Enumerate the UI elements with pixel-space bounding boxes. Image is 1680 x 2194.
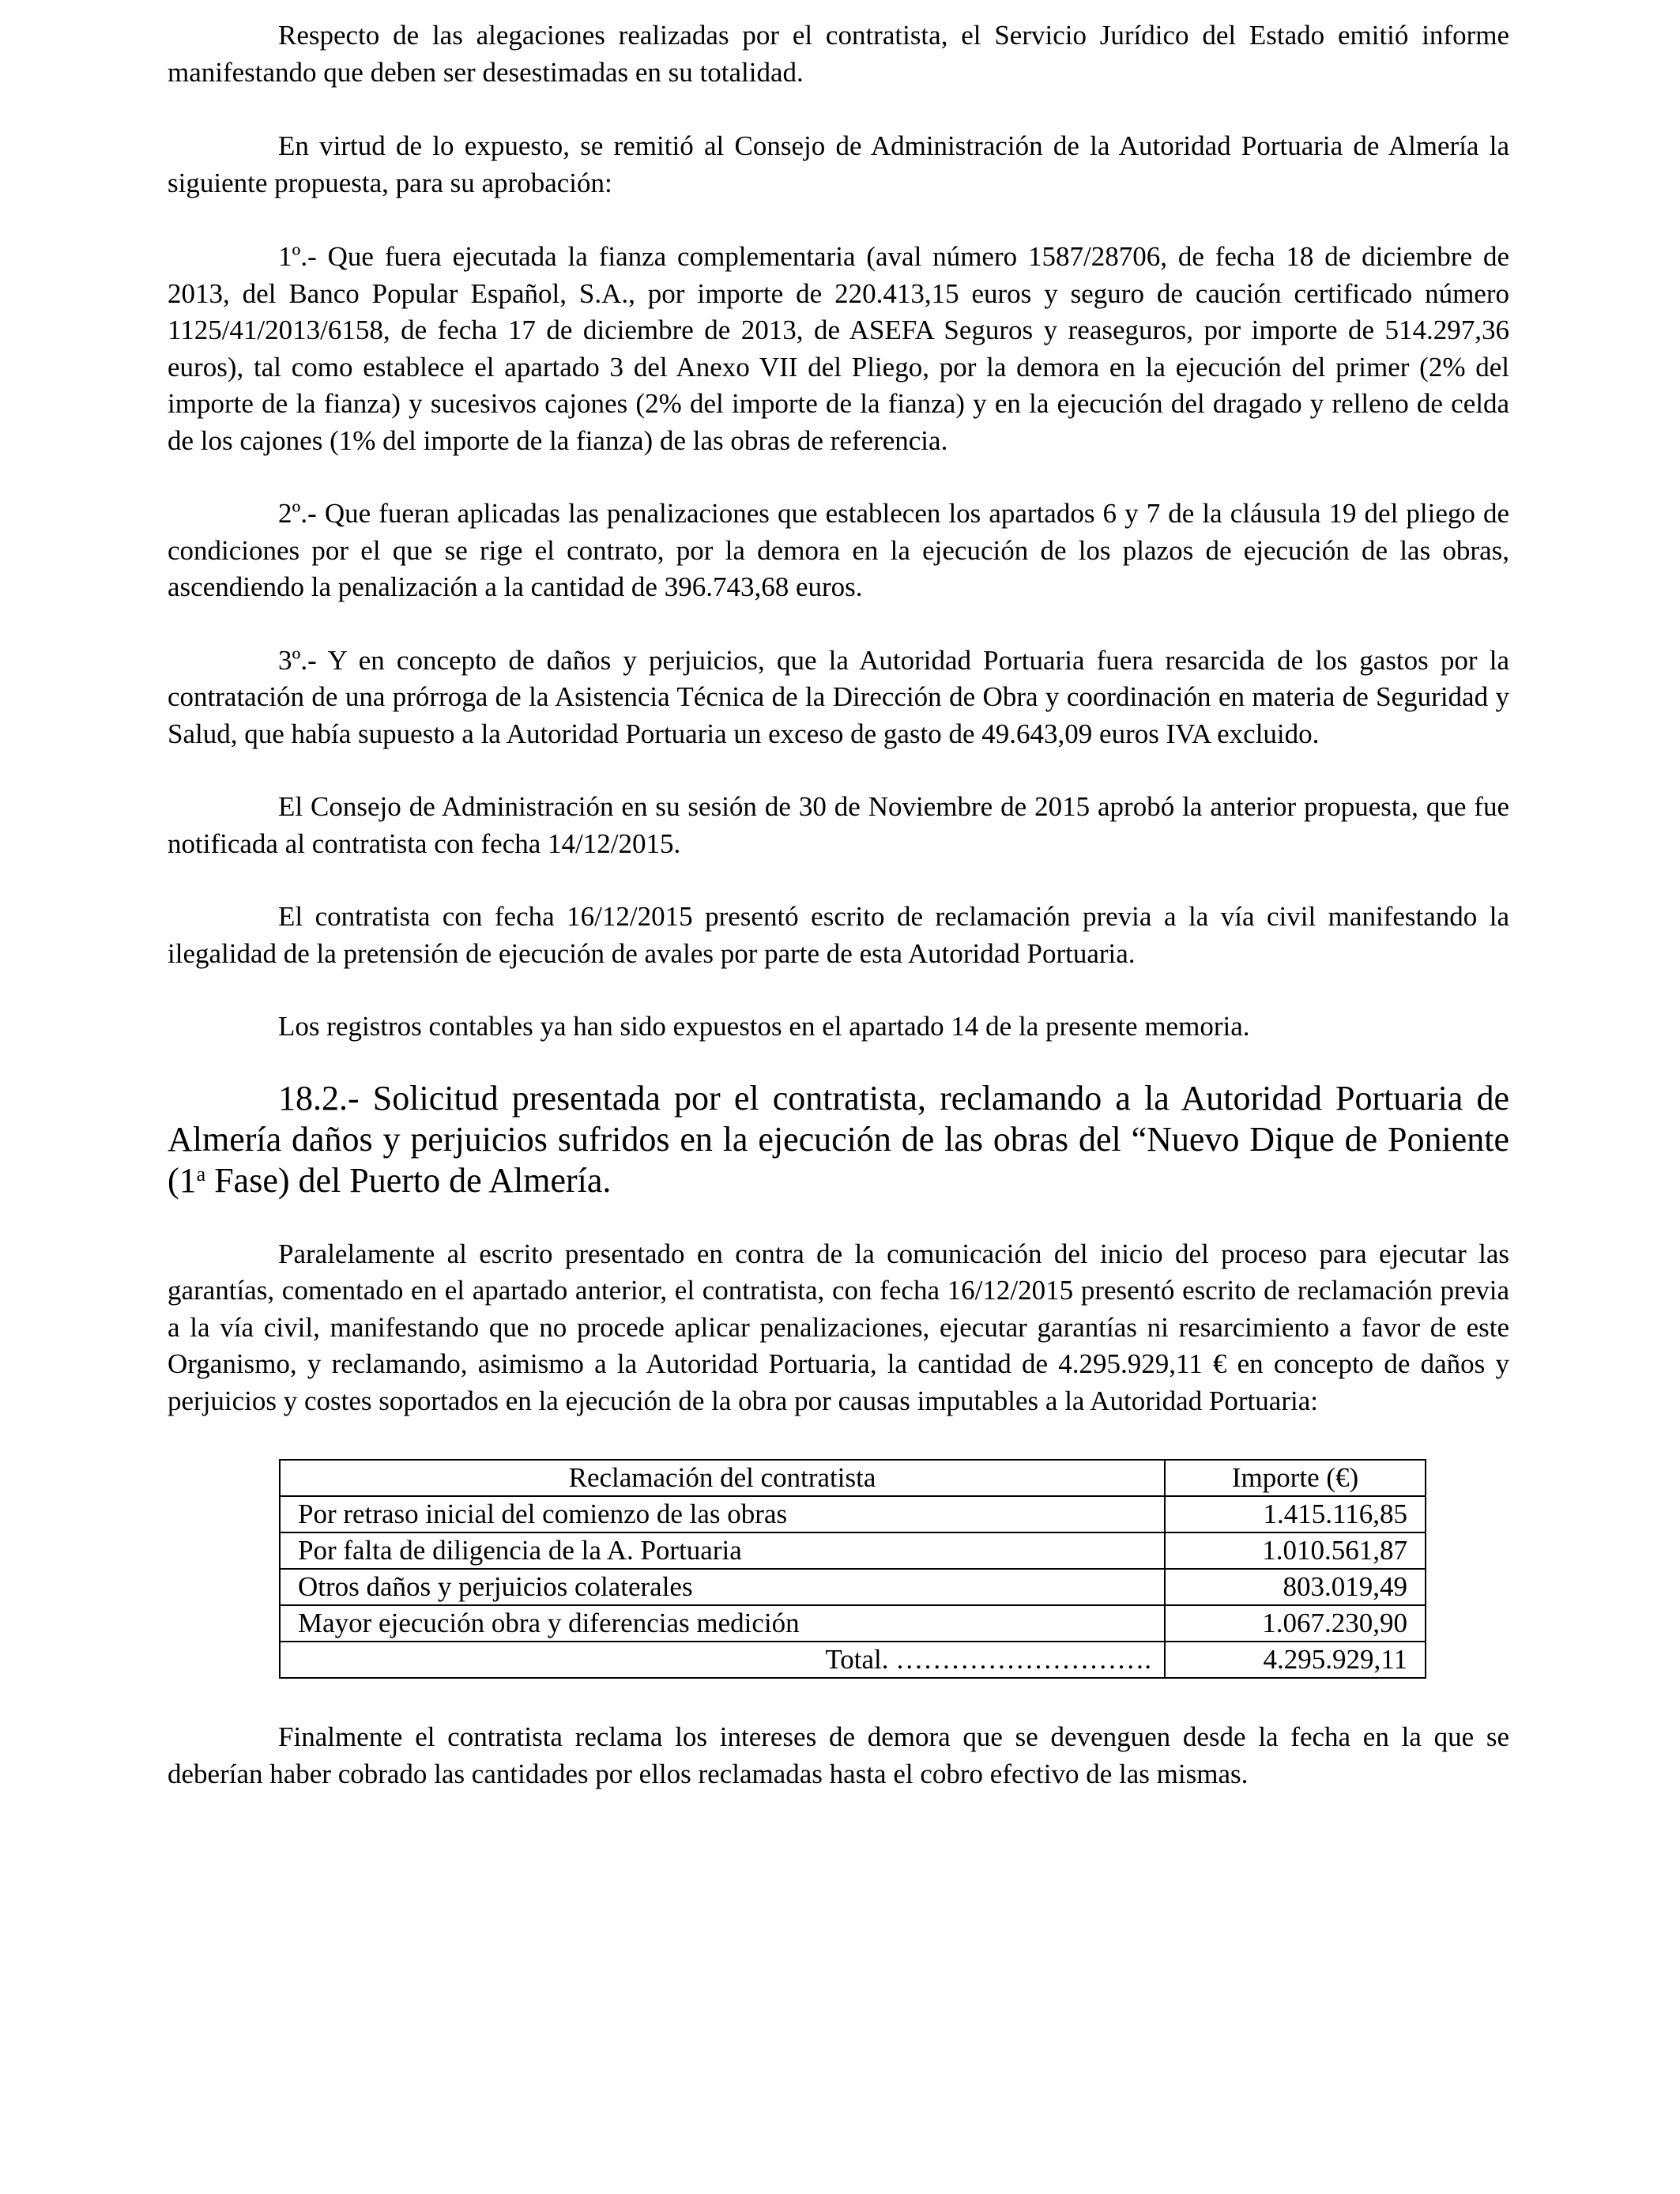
paragraph-proposal-item-3: 3º.- Y en concepto de daños y perjuicios, que la Autoridad Portuaria fuera resarcida de los gastos por la contratación de una prórroga de la Asistencia Técnica de la Dirección de Obra y coordinación en materia de Seguridad y Salud, que había supuesto a la Autoridad Portuaria un exceso de gasto de 49.643,09 euros IVA excluido.	[168, 644, 1509, 749]
row-description: Por falta de diligencia de la A. Portuaria	[280, 1532, 1165, 1569]
column-header-amount: Importe (€)	[1165, 1460, 1426, 1496]
table-row	[280, 1532, 1426, 1569]
row-description: Otros daños y perjuicios colaterales	[280, 1569, 1165, 1605]
paragraph-parallel-claim: Paralelamente al escrito presentado en contra de la comunicación del inicio del proceso para ejecutar las garantías, comentado en el apartado anterior, el contratista, con fecha 16/12/2015 presentó escrito de reclamación previa a la vía civil, manifestando que no procede aplicar penalizaciones, ejecutar garantías ni resarcimiento a favor de este Organismo, y reclamando, asimismo a la Autoridad Portuaria, la cantidad de 4.295.929,11 € en concepto de daños y perjuicios y costes soportados en la ejecución de la obra por causas imputables a la Autoridad Portuaria:	[168, 1238, 1509, 1416]
table-header-row	[280, 1460, 1426, 1496]
total-amount: 4.295.929,11	[1165, 1642, 1426, 1678]
paragraph-legal-report: Respecto de las alegaciones realizadas por el contratista, el Servicio Jurídico del Estado emitió informe manifestando que deben ser desestimadas en su totalidad.	[168, 20, 1509, 88]
row-description: Mayor ejecución obra y diferencias medición	[280, 1605, 1165, 1642]
column-header-description: Reclamación del contratista	[280, 1460, 1165, 1496]
paragraph-proposal-item-2: 2º.- Que fueran aplicadas las penalizaciones que establecen los apartados 6 y 7 de la cláusula 19 del pliego de condiciones por el que se rige el contrato, por la demora en la ejecución de los plazos de ejecución de las obras, ascendiendo la penalización a la cantidad de 396.743,68 euros.	[168, 498, 1509, 602]
paragraph-late-interest: Finalmente el contratista reclama los intereses de demora que se devenguen desde la fecha en la que se deberían haber cobrado las cantidades por ellos reclamadas hasta el cobro efectivo de las mismas.	[168, 1721, 1509, 1789]
heading-text-start: 18.2.- Solicitud presentada por el contratista, reclamando a la Autoridad Portuaria de Almería daños y perjuicios sufridos en la ejecución de las obras del “Nuevo Dique de Poniente (1	[168, 1078, 1509, 1200]
heading-superscript: a	[196, 1162, 206, 1186]
claims-table	[279, 1459, 1426, 1679]
table-row	[280, 1605, 1426, 1642]
document-page	[168, 17, 1509, 1793]
row-amount: 1.010.561,87	[1165, 1532, 1426, 1569]
row-amount: 1.415.116,85	[1165, 1496, 1426, 1532]
paragraph-proposal-intro: En virtud de lo expuesto, se remitió al Consejo de Administración de la Autoridad Portuaria de Almería la siguiente propuesta, para su aprobación:	[168, 130, 1509, 198]
table-row	[280, 1569, 1426, 1605]
paragraph-contractor-claim: El contratista con fecha 16/12/2015 presentó escrito de reclamación previa a la vía civil manifestando la ilegalidad de la pretensión de ejecución de avales por parte de esta Autoridad Portuaria.	[168, 901, 1509, 969]
heading-text-end: Fase) del Puerto de Almería.	[205, 1160, 612, 1200]
table-row	[280, 1496, 1426, 1532]
section-heading	[168, 1078, 1509, 1201]
row-amount: 1.067.230,90	[1165, 1605, 1426, 1642]
row-amount: 803.019,49	[1165, 1569, 1426, 1605]
total-label: Total. ……………………….	[280, 1642, 1165, 1678]
row-description: Por retraso inicial del comienzo de las obras	[280, 1496, 1165, 1532]
paragraph-proposal-item-1: 1º.- Que fuera ejecutada la fianza complementaria (aval número 1587/28706, de fecha 18 de diciembre de 2013, del Banco Popular Español, S.A., por importe de 220.413,15 euros y seguro de caución certificado número 1125/41/2013/6158, de fecha 17 de diciembre de 2013, de ASEFA Seguros y reaseguros, por importe de 514.297,36 euros), tal como establece el apartado 3 del Anexo VII del Pliego, por la demora en la ejecución del primer (2% del importe de la fianza) y sucesivos cajones (2% del importe de la fianza) y en la ejecución del dragado y relleno de celda de los cajones (1% del importe de la fianza) de las obras de referencia.	[168, 241, 1509, 456]
paragraph-board-approval: El Consejo de Administración en su sesión de 30 de Noviembre de 2015 aprobó la anterior propuesta, que fue notificada al contratista con fecha 14/12/2015.	[168, 791, 1509, 859]
paragraph-accounting-records: Los registros contables ya han sido expuestos en el apartado 14 de la presente memoria.	[278, 1011, 1250, 1042]
table-total-row	[280, 1642, 1426, 1678]
